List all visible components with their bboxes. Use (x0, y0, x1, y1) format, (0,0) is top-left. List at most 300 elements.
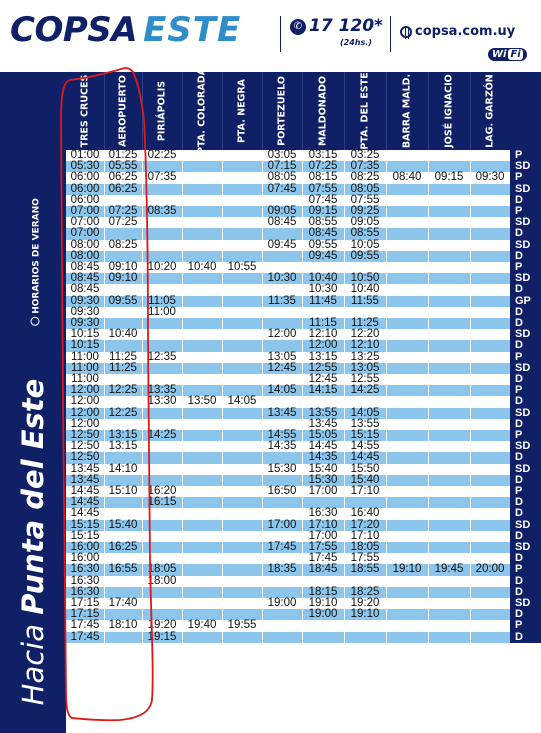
departure-time: 10:50 (350, 272, 380, 285)
column-divider (222, 150, 223, 733)
column-divider (428, 150, 429, 733)
phone-icon: ✆ (290, 19, 306, 35)
route-sidebar (0, 72, 66, 733)
days-header (510, 72, 541, 150)
departure-time: 11:25 (351, 317, 379, 329)
column-header (428, 72, 470, 150)
column-header (262, 72, 302, 150)
service-days: P (510, 385, 541, 396)
service-days: P (510, 430, 541, 441)
header-divider (280, 16, 281, 52)
departure-time: 13:45 (267, 406, 297, 419)
departure-time: 15:40 (350, 473, 380, 486)
column-header-label: PIRIÁPOLIS (156, 80, 168, 142)
departure-time: 09:30 (70, 305, 100, 318)
departure-time: 14:45 (70, 507, 100, 520)
departure-time: 15:05 (308, 429, 338, 441)
departure-time: 12:00 (70, 406, 100, 419)
departure-time: 16:50 (267, 485, 297, 497)
column-separator (302, 72, 303, 150)
departure-time: 17:00 (308, 485, 338, 497)
departure-time: 14:15 (308, 384, 338, 397)
column-header (66, 72, 104, 150)
departure-time: 13:35 (147, 384, 177, 397)
departure-time: 11:00 (71, 350, 99, 363)
departure-time: 19:20 (350, 597, 380, 609)
departure-time: 13:55 (350, 417, 380, 430)
departure-time: 19:20 (147, 619, 177, 632)
departure-time: 12:00 (70, 395, 100, 408)
departure-time: 11:00 (71, 373, 99, 385)
service-days: D (510, 340, 541, 351)
service-days: D (510, 195, 541, 206)
departure-time: 08:45 (70, 261, 100, 273)
departure-time: 19:15 (147, 630, 177, 643)
departure-time: 14:45 (308, 440, 338, 453)
departure-time: 09:45 (308, 249, 338, 262)
departure-time: 09:55 (108, 294, 138, 307)
departure-time: 18:10 (108, 619, 138, 632)
departure-time: 12:10 (308, 328, 338, 341)
departure-time: 02:25 (147, 149, 177, 161)
column-header-label: AEROPUERTO (117, 75, 129, 147)
departure-time: 09:05 (350, 216, 380, 229)
departure-time: 17:55 (350, 552, 380, 565)
column-divider (182, 150, 183, 733)
departure-time: 16:25 (108, 541, 138, 553)
departure-time: 10:40 (108, 328, 138, 341)
service-days: GP (510, 296, 541, 307)
departure-time: 18:45 (308, 563, 338, 576)
column-header-label: PTA. NEGRA (236, 78, 248, 144)
departure-time: 10:15 (70, 339, 100, 352)
departure-time: 07:25 (308, 160, 338, 173)
departure-time: 18:05 (350, 541, 380, 553)
column-separator (386, 72, 387, 150)
departure-time: 14:45 (350, 451, 380, 464)
departure-time: 12:20 (350, 328, 380, 341)
departure-time: 06:00 (70, 193, 100, 206)
departure-time: 17:45 (70, 630, 100, 643)
departure-time: 14:10 (108, 462, 138, 475)
service-days: SD (510, 273, 541, 284)
service-days: D (510, 374, 541, 385)
departure-time: 16:15 (147, 496, 177, 509)
departure-time: 19:10 (350, 608, 380, 621)
departure-time: 09:45 (267, 238, 297, 251)
departure-time: 14:55 (267, 429, 297, 441)
departure-time: 01:25 (108, 149, 138, 161)
departure-time: 14:55 (350, 440, 380, 453)
departure-time: 14:35 (308, 451, 338, 464)
service-days: P (510, 150, 541, 161)
departure-time: 15:30 (308, 473, 338, 486)
departure-time: 13:45 (70, 462, 100, 475)
column-divider (470, 150, 471, 733)
departure-time: 07:00 (70, 216, 100, 229)
departure-time: 09:15 (308, 205, 338, 217)
column-separator (222, 72, 223, 150)
departure-time: 10:40 (350, 283, 380, 296)
departure-time: 14:25 (350, 384, 380, 397)
departure-time: 09:30 (70, 317, 100, 329)
departure-time: 12:10 (350, 339, 380, 352)
departure-time: 13:05 (350, 361, 380, 374)
departure-time: 10:15 (70, 328, 100, 341)
departure-time: 09:25 (350, 205, 380, 217)
column-header (386, 72, 428, 150)
column-header (302, 72, 344, 150)
departure-time: 12:50 (70, 429, 100, 441)
service-days: D (510, 553, 541, 564)
departure-time: 12:50 (70, 440, 100, 453)
departure-time: 08:45 (70, 283, 100, 296)
clock-icon (31, 317, 40, 326)
brand-name: COPSA (10, 10, 138, 50)
website-link[interactable] (400, 24, 515, 39)
departure-time: 19:40 (187, 619, 217, 632)
departure-time: 13:45 (308, 417, 338, 430)
service-days: SD (510, 464, 541, 475)
departure-time: 11:25 (109, 350, 137, 363)
departure-time: 10:30 (308, 283, 338, 296)
service-days: D (510, 475, 541, 486)
column-divider (386, 150, 387, 733)
departure-time: 08:35 (147, 205, 177, 217)
departure-time: 08:55 (350, 227, 380, 240)
column-divider (344, 150, 345, 733)
departure-time: 19:10 (392, 563, 422, 576)
service-days: SD (510, 184, 541, 195)
departure-time: 15:15 (70, 529, 100, 542)
service-days: D (510, 609, 541, 620)
departure-time: 11:15 (309, 317, 337, 329)
departure-time: 16:55 (108, 563, 138, 576)
departure-time: 10:05 (350, 238, 380, 251)
departure-time: 18:05 (147, 563, 177, 576)
departure-time: 13:55 (308, 406, 338, 419)
departure-time: 17:10 (308, 518, 338, 531)
wifi-label: Wi (492, 49, 507, 60)
departure-time: 20:00 (475, 563, 505, 576)
departure-time: 13:15 (108, 440, 138, 453)
departure-time: 14:05 (267, 384, 297, 397)
departure-time: 06:25 (108, 171, 138, 184)
service-days: D (510, 497, 541, 508)
departure-time: 08:45 (267, 216, 297, 229)
departure-time: 12:00 (267, 328, 297, 341)
departure-time: 16:30 (308, 507, 338, 520)
departure-time: 16:30 (70, 574, 100, 587)
departure-time: 10:40 (308, 272, 338, 285)
departure-time: 07:35 (350, 160, 380, 173)
column-divider (302, 150, 303, 733)
departure-time: 11:35 (268, 294, 296, 307)
departure-time: 01:00 (70, 149, 100, 161)
departure-time: 19:10 (308, 597, 338, 609)
wifi-badge (488, 48, 527, 61)
departure-time: 08:15 (308, 171, 338, 184)
departure-time: 17:15 (70, 597, 100, 609)
departure-time: 06:00 (70, 182, 100, 195)
departure-time: 12:35 (147, 350, 177, 363)
departure-time: 07:25 (108, 216, 138, 229)
departure-time: 12:45 (267, 361, 297, 374)
departure-time: 07:45 (308, 193, 338, 206)
copsa-logo (10, 10, 241, 50)
departure-time: 12:50 (70, 451, 100, 464)
departure-time: 08:40 (392, 171, 422, 184)
departure-time: 09:30 (475, 171, 505, 184)
departure-time: 03:25 (350, 149, 380, 161)
departure-time: 16:40 (350, 507, 380, 520)
wifi-label-2: Fi (510, 49, 521, 60)
departure-time: 11:00 (71, 361, 99, 374)
departure-time: 09:10 (108, 261, 138, 273)
departure-time: 05:55 (108, 160, 138, 173)
departure-time: 17:45 (308, 552, 338, 565)
departure-time: 07:55 (308, 182, 338, 195)
departure-time: 08:05 (267, 171, 297, 184)
website-text: copsa.com.uy (415, 24, 516, 39)
departure-time: 15:15 (70, 518, 100, 531)
departure-time: 07:00 (70, 205, 100, 217)
column-separator (428, 72, 429, 150)
column-separator (262, 72, 263, 150)
departure-time: 14:05 (350, 406, 380, 419)
service-days: SD (510, 161, 541, 172)
departure-time: 18:25 (350, 585, 380, 598)
column-headers (66, 68, 510, 154)
departure-time: 08:45 (308, 227, 338, 240)
service-days: D (510, 419, 541, 430)
departure-time: 17:15 (70, 608, 100, 621)
departure-time: 15:40 (308, 462, 338, 475)
service-days: P (510, 206, 541, 217)
service-days: SD (510, 217, 541, 228)
route-title (16, 379, 50, 706)
service-days: D (510, 587, 541, 598)
column-header (222, 72, 262, 150)
departure-time: 16:00 (70, 552, 100, 565)
departure-time: 09:55 (308, 238, 338, 251)
column-header (104, 72, 142, 150)
column-header (344, 72, 386, 150)
departure-time: 07:25 (108, 205, 138, 217)
column-header-label: MALDONADO (317, 75, 329, 147)
departure-time: 15:30 (267, 462, 297, 475)
departure-time: 17:55 (308, 541, 338, 553)
departure-time: 12:45 (308, 373, 338, 385)
column-header-label: PORTEZUELO (276, 76, 288, 146)
season-text: HORARIOS DE VERANO (31, 198, 42, 314)
column-separator (182, 72, 183, 150)
departure-time: 11:00 (148, 305, 176, 318)
departure-time: 12:00 (70, 417, 100, 430)
departure-time: 11:05 (148, 294, 176, 307)
departure-time: 12:00 (308, 339, 338, 352)
phone-value: 17 120* (309, 16, 383, 36)
departure-time: 11:55 (351, 294, 379, 307)
departure-time: 14:25 (147, 429, 177, 441)
departure-time: 19:55 (227, 619, 257, 632)
column-divider (142, 150, 143, 733)
departure-time: 06:00 (70, 171, 100, 184)
departure-time: 09:30 (70, 294, 100, 307)
column-header-label: LAG. GARZÓN (484, 74, 496, 148)
column-header (470, 72, 510, 150)
departure-time: 14:45 (70, 485, 100, 497)
departure-time: 07:55 (350, 193, 380, 206)
service-days: D (510, 284, 541, 295)
departure-time: 13:30 (147, 395, 177, 408)
service-days: D (510, 307, 541, 318)
departure-time: 14:35 (267, 440, 297, 453)
timetable (66, 68, 541, 733)
departure-time: 07:35 (147, 171, 177, 184)
departure-time: 14:05 (227, 395, 257, 408)
service-days: SD (510, 598, 541, 609)
departure-time: 15:50 (350, 462, 380, 475)
service-days: D (510, 531, 541, 542)
departure-time: 12:55 (350, 373, 380, 385)
departure-time: 17:45 (267, 541, 297, 553)
departure-time: 12:25 (108, 406, 138, 419)
departure-time: 08:45 (70, 272, 100, 285)
header (0, 0, 541, 72)
departure-time: 11:45 (309, 294, 337, 307)
departure-time: 19:45 (434, 563, 464, 576)
service-days: SD (510, 240, 541, 251)
season-label (31, 198, 42, 326)
departure-time: 09:15 (434, 171, 464, 184)
departure-time: 12:55 (308, 361, 338, 374)
header-divider (390, 16, 391, 52)
service-days: P (510, 172, 541, 183)
departure-time: 08:00 (70, 238, 100, 251)
service-days: SD (510, 520, 541, 531)
departure-time: 13:25 (350, 350, 380, 363)
service-days: D (510, 396, 541, 407)
departure-time: 18:00 (147, 574, 177, 587)
departure-time: 14:45 (70, 496, 100, 509)
column-separator (470, 72, 471, 150)
column-header-label: JOSÉ IGNACIO (443, 74, 455, 148)
departure-time: 15:10 (108, 485, 138, 497)
departure-time: 18:15 (308, 585, 338, 598)
departure-time: 10:40 (187, 261, 217, 273)
service-days: SD (510, 329, 541, 340)
departure-time: 10:30 (267, 272, 297, 285)
column-header-label: PTA. COLORADA (196, 68, 208, 154)
service-days: SD (510, 441, 541, 452)
departure-time: 16:30 (70, 563, 100, 576)
service-days: D (510, 452, 541, 463)
departure-time: 08:05 (350, 182, 380, 195)
departure-time: 08:25 (350, 171, 380, 184)
departure-time: 07:45 (267, 182, 297, 195)
column-header-label: PTA. DEL ESTE (359, 72, 371, 150)
departure-time: 17:10 (350, 529, 380, 542)
route-prefix: Hacia (16, 623, 50, 706)
service-days: SD (510, 363, 541, 374)
column-separator (104, 72, 105, 150)
departure-time: 16:30 (70, 585, 100, 598)
column-header-label: BARRA MALD. (401, 73, 413, 149)
service-days: D (510, 251, 541, 262)
departure-time: 16:20 (147, 485, 177, 497)
phone-number (290, 16, 383, 36)
column-divider (262, 150, 263, 733)
service-days: SD (510, 408, 541, 419)
departure-time: 07:00 (70, 227, 100, 240)
route-name: Punta del Este (16, 378, 50, 615)
service-days: D (510, 508, 541, 519)
departure-time: 16:00 (70, 541, 100, 553)
departure-time: 15:15 (350, 429, 380, 441)
departure-time: 08:00 (70, 249, 100, 262)
departure-time: 07:15 (267, 160, 297, 173)
departure-time: 12:25 (108, 384, 138, 397)
service-days: D (510, 228, 541, 239)
brand-suffix: ESTE (143, 10, 242, 50)
service-days: P (510, 486, 541, 497)
service-days: SD (510, 542, 541, 553)
departure-time: 13:15 (308, 350, 338, 363)
column-header (142, 72, 182, 150)
departure-time: 09:10 (108, 272, 138, 285)
departure-time: 18:55 (350, 563, 380, 576)
service-days: D (510, 632, 541, 643)
departure-time: 11:25 (109, 361, 137, 374)
service-days: P (510, 262, 541, 273)
phone-hours: (24hs.) (340, 38, 372, 47)
departure-time: 13:45 (70, 473, 100, 486)
departure-time: 17:00 (308, 529, 338, 542)
departure-time: 09:55 (350, 249, 380, 262)
service-days: D (510, 576, 541, 587)
service-days: P (510, 352, 541, 363)
departure-time: 03:15 (308, 149, 338, 161)
departure-time: 18:35 (267, 563, 297, 576)
departure-time: 03:05 (267, 149, 297, 161)
column-header-label: TRES CRUCES (79, 74, 91, 148)
departure-time: 10:20 (147, 261, 177, 273)
departure-time: 13:05 (267, 350, 297, 363)
departure-time: 09:05 (267, 205, 297, 217)
column-separator (344, 72, 345, 150)
departure-time: 17:40 (108, 597, 138, 609)
departure-time: 06:25 (108, 182, 138, 195)
departure-time: 17:20 (350, 518, 380, 531)
departure-time: 19:00 (308, 608, 338, 621)
departure-time: 17:45 (70, 619, 100, 632)
column-header (182, 68, 222, 154)
departure-time: 10:55 (227, 261, 257, 273)
departure-time: 19:00 (267, 597, 297, 609)
departure-time: 17:10 (350, 485, 380, 497)
departure-time: 13:50 (187, 395, 217, 408)
departure-time: 13:15 (108, 429, 138, 441)
service-days: P (510, 620, 541, 631)
service-days: P (510, 564, 541, 575)
departure-time: 15:40 (108, 518, 138, 531)
service-days: D (510, 318, 541, 329)
departure-time: 08:55 (308, 216, 338, 229)
departure-time: 17:00 (267, 518, 297, 531)
departure-time: 05:30 (70, 160, 100, 173)
column-divider (104, 150, 105, 733)
